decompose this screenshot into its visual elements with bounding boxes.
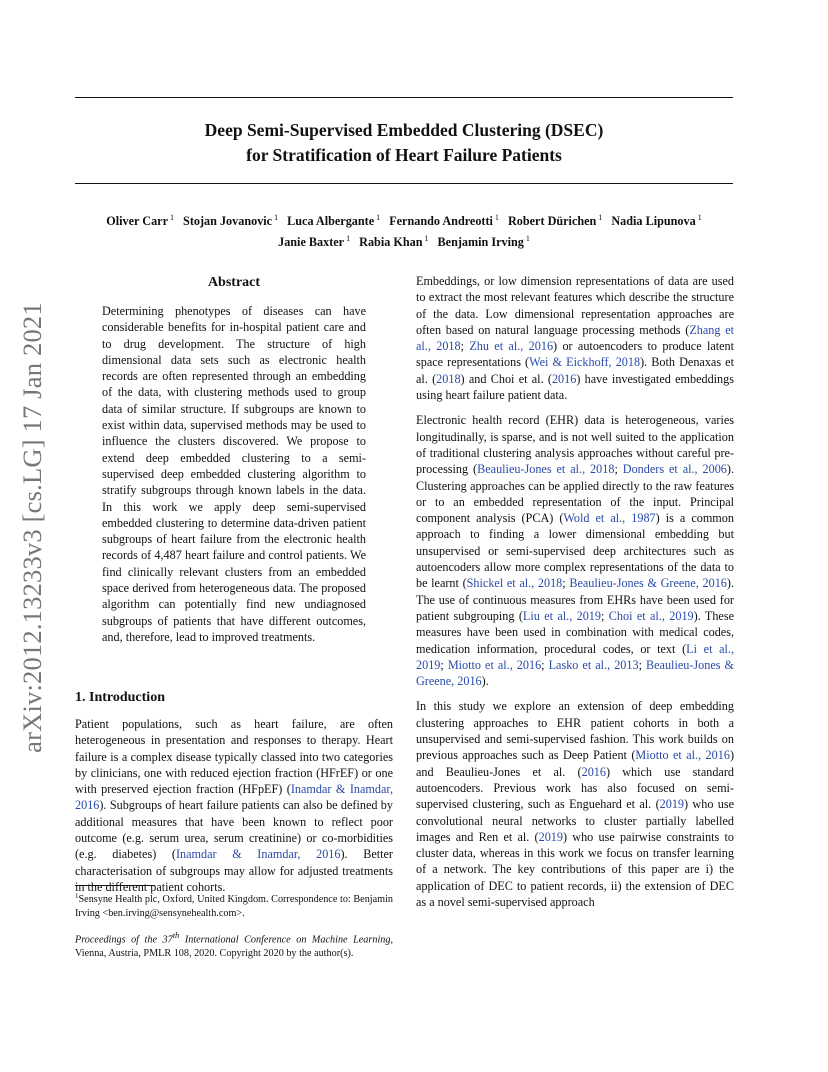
- citation-link[interactable]: Shickel et al., 2018: [466, 576, 563, 591]
- citation-link[interactable]: Wei & Eickhoff, 2018: [529, 355, 641, 370]
- citation-link[interactable]: Zhu et al., 2016: [469, 339, 554, 354]
- author: Rabia Khan $^1$: [359, 234, 429, 249]
- author-list: [70, 209, 738, 251]
- affiliation-footnote: $^1$Sensyne Health plc, Oxford, United Kingdom. Correspondence to: Benjamin Irving <ben.irving@sensynehealth.com>.: [75, 892, 393, 919]
- citation-link[interactable]: 2018: [436, 371, 461, 386]
- citation-link[interactable]: Beaulieu-Jones & Greene, 2016: [569, 576, 727, 591]
- citation-link[interactable]: 2016: [581, 764, 606, 779]
- author: Stojan Jovanovic $^1$: [183, 213, 279, 228]
- citation-link[interactable]: Miotto et al., 2016: [635, 748, 730, 763]
- author: Oliver Carr $^1$: [106, 213, 174, 228]
- citation-link[interactable]: Inamdar & Inamdar, 2016: [175, 847, 341, 862]
- citation-link[interactable]: 2019: [538, 829, 563, 844]
- citation-link[interactable]: Liu et al., 2019: [522, 608, 601, 623]
- citation-link[interactable]: Choi et al., 2019: [608, 608, 694, 623]
- author-line-2: [70, 230, 738, 251]
- paper-title: [75, 118, 733, 168]
- citation-link[interactable]: Donders et al., 2006: [622, 462, 727, 477]
- citation-link[interactable]: Miotto et al., 2016: [447, 657, 542, 672]
- author: Nadia Lipunova $^1$: [611, 213, 702, 228]
- citation-link[interactable]: Beaulieu-Jones & Greene, 2016: [416, 657, 734, 689]
- paragraph: Embeddings, or low dimension representations of data are used to extract the most relevant features which describe the structure of the data. Low dimensional representation approaches are often based on natural language processing methods (Zhang et al., 2018; Zhu et al., 2016) or autoencoders to produce latent space representations (Wei & Eickhoff, 2018). Both Denaxas et al. (2018) and Choi et al. (2016) have investigated embeddings using heart failure patient data.: [416, 274, 735, 403]
- author: Robert Dürichen $^1$: [507, 213, 603, 228]
- author: Benjamin Irving $^1$: [437, 234, 530, 249]
- abstract-heading: Abstract: [207, 275, 261, 290]
- citation-link[interactable]: Li et al., 2019: [416, 641, 735, 672]
- title-rule-top: [75, 97, 733, 98]
- title-line-1: Deep Semi-Supervised Embedded Clustering (DSEC): [204, 120, 604, 140]
- author: Janie Baxter $^1$: [278, 234, 351, 249]
- citation-link[interactable]: Lasko et al., 2013: [548, 657, 639, 672]
- title-rule-bottom: [75, 183, 733, 184]
- introduction-column: [75, 716, 393, 904]
- author-line-1: [70, 209, 738, 230]
- right-column: [416, 274, 734, 919]
- citation-link[interactable]: Inamdar & Inamdar, 2016: [75, 782, 393, 813]
- citation-link[interactable]: Beaulieu-Jones et al., 2018: [477, 462, 615, 477]
- paragraph: Electronic health record (EHR) data is heterogeneous, varies longitudinally, is sparse, and is not well suited to the application of traditional clustering analysis approaches without careful pre-processing (Beaulieu-Jones et al., 2018; Donders et al., 2006). Clustering approaches can be applied directly to the raw features or to an embedded representation of the input. Principal component analysis (PCA) (Wold et al., 1987) is a common approach to finding a lower dimensional embedding but unsupervised or semi-supervised deep architectures such as autoencoders allow more complex representations of the data to be learnt (Shickel et al., 2018; Beaulieu-Jones & Greene, 2016). The use of continuous measures from EHRs have been used for patient subgrouping (Liu et al., 2019; Choi et al., 2019). These measures have been used in combination with medical codes, medication information, procedural codes, or text (Li et al., 2019; Miotto et al., 2016; Lasko et al., 2013; Beaulieu-Jones & Greene, 2016).: [416, 413, 735, 689]
- footnote-rule: [75, 885, 155, 886]
- paragraph: In this study we explore an extension of deep embedding clustering approaches to EHR patient cohorts in both a unsupervised and semi-supervised fashion. This work builds on previous approaches such as Deep Patient (Miotto et al., 2016) and Beaulieu-Jones et al. (2016) which use standard autoencoders. Previous work has also focused on semi-supervised clustering, such as Enguehard et al. (2019) who use convolutional neural networks to cluster partially labelled images and Ren et al. (2019) who use pairwise constraints to cluster data, whereas in this work we focus on transfer learning of a network. The key contributions of this paper are i) the application of DEC to patient records, ii) the extension of DEC as a novel semi-supervised approach: [416, 699, 735, 909]
- citation-link[interactable]: 2019: [659, 797, 685, 812]
- citation-link[interactable]: Zhang et al., 2018: [416, 322, 734, 354]
- arxiv-stamp: arXiv:2012.13233v3 [cs.LG] 17 Jan 2021: [16, 301, 47, 753]
- author: Fernando Andreotti $^1$: [389, 213, 499, 228]
- title-line-2: for Stratification of Heart Failure Patients: [246, 145, 562, 165]
- abstract-text: Determining phenotypes of diseases can have considerable benefits for in-hospital patient care and to drug development. The structure of high dimensional data sets such as electronic health records are often represented through an embedding of the data, with clustering methods used to group data of similar structure. If subgroups are known to exist within data, supervised methods may be used to influence the clusters discovered. We propose to extend deep embedded clustering to a semi-supervised deep embedded clustering algorithm to stratify subgroups through known labels in the data. In this work we apply deep semi-supervised embedded clustering to determine data-driven patient subgroups of heart failure from the electronic health records of 4,487 heart failure and control patients. We find clinically relevant clusters from an embedded space derived from heterogeneous data. The proposed algorithm can potentially find new undiagnosed subgroups of patients that have different outcomes, and, therefore, lead to improved treatments.: [102, 304, 366, 644]
- citation-link[interactable]: 2016: [551, 371, 577, 386]
- citation-link[interactable]: Wold et al., 1987: [563, 511, 656, 526]
- section-heading-introduction: 1. Introduction: [75, 690, 165, 705]
- proceedings-note: Proceedings of the 37th International Conference on Machine Learning, Vienna, Austria, PMLR 108, 2020. Copyright 2020 by the author(s).: [75, 930, 394, 959]
- paragraph: Patient populations, such as heart failure, are often heterogeneous in presentation and responses to therapy. Heart failure is a complex disease typically classed into two categories by clinicians, one with reduced ejection fraction (HFrEF) or one with preserved ejection fraction (HFpEF) (Inamdar & Inamdar, 2016). Subgroups of heart failure patients can also be defined by additional measures that have been known to reflect poor outcome (e.g. serum urea, serum creatinine) or co-morbidities (e.g. diabetes) (Inamdar & Inamdar, 2016). Better characterisation of subgroups may allow for adjusted treatments in the different patient cohorts.: [75, 717, 393, 894]
- author: Luca Albergante $^1$: [287, 213, 381, 228]
